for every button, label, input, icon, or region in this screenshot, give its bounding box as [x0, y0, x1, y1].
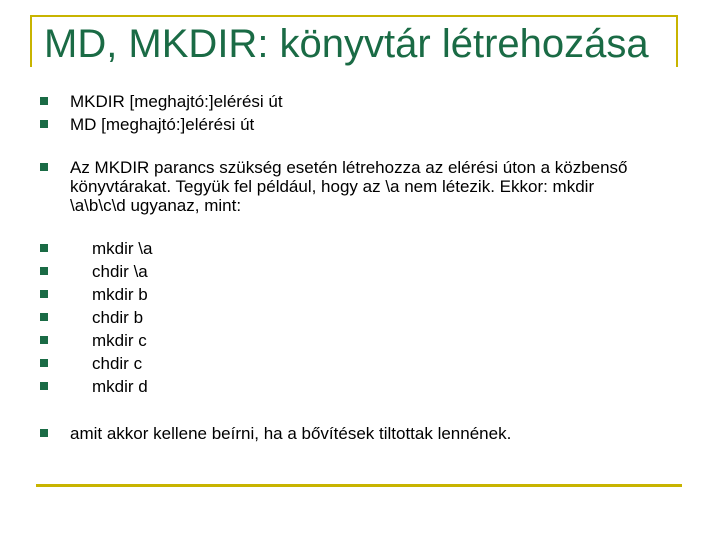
bullet-square-icon	[40, 267, 48, 275]
list-item	[40, 158, 660, 218]
title-frame-top	[30, 15, 678, 17]
list-item-text: Az MKDIR parancs szükség esetén létrehozza az elérési úton a közbenső könyvtárakat. Tegyük fel például, hogy az \a nem létezik. Ekkor: mkdir \a\b\c\d ugyanaz, mint:	[70, 158, 633, 215]
list-item-text: chdir b	[92, 308, 144, 327]
bullet-square-icon	[40, 336, 48, 344]
list-item-text: MKDIR [meghajtó:]elérési út	[70, 92, 283, 111]
list-item-text: mkdir d	[92, 377, 148, 396]
list-item-text: mkdir \a	[92, 239, 153, 258]
list-item-text: chdir c	[92, 354, 143, 373]
bullet-square-icon	[40, 359, 48, 367]
bullet-square-icon	[40, 163, 48, 171]
slide-title: MD, MKDIR: könyvtár létrehozása	[44, 22, 649, 66]
bullet-square-icon	[40, 429, 48, 437]
list-item-text: amit akkor kellene beírni, ha a bővítések tiltottak lennének.	[70, 424, 512, 443]
bullet-square-icon	[40, 244, 48, 252]
bullet-square-icon	[40, 290, 48, 298]
list-item-text: MD [meghajtó:]elérési út	[70, 115, 255, 134]
bullet-square-icon	[40, 382, 48, 390]
bullet-square-icon	[40, 97, 48, 105]
title-frame-right	[676, 15, 678, 67]
bullet-square-icon	[40, 313, 48, 321]
title-frame-left	[30, 15, 32, 67]
list-item-text: mkdir b	[92, 285, 148, 304]
bullet-square-icon	[40, 120, 48, 128]
list-item-text: chdir \a	[92, 262, 148, 281]
bottom-rule	[36, 484, 682, 487]
list-item-text: mkdir c	[92, 331, 147, 350]
